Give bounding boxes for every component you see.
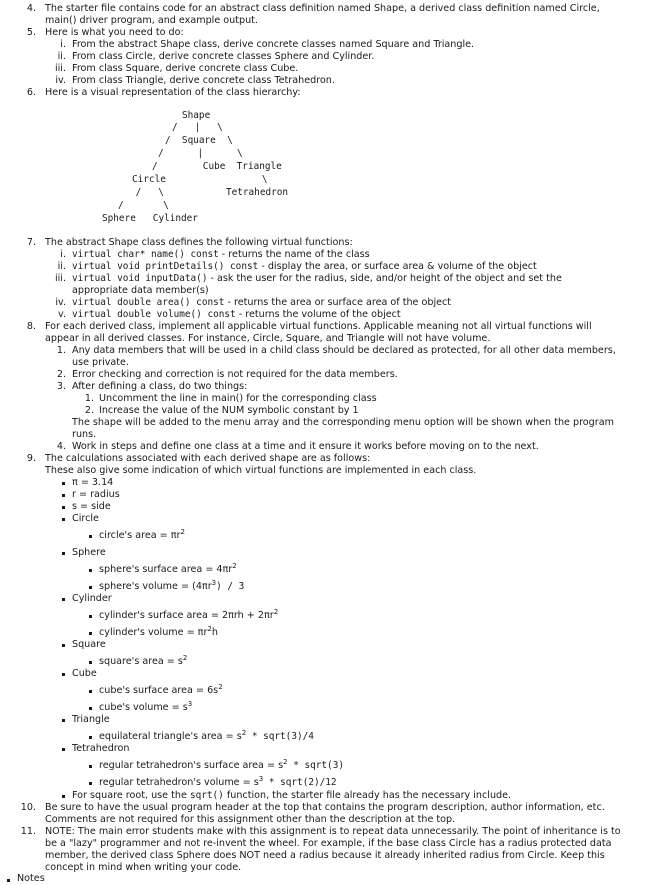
item-11-line-4: concept in mind when writing your code. [45,862,242,873]
item-4-line-2: main() driver program, and example output. [45,15,258,26]
item-9-line-2: These also give some indication of which virtual functions are implemented in each class. [45,465,477,476]
item-9-line-1: The calculations associated with each derived shape are as follows: [45,453,371,464]
item-8-number: 8. [26,321,36,332]
hier-edges-3: / \ [118,200,169,211]
func-description-cont: appropriate data member(s) [72,285,209,296]
item-8-sub-line: Any data members that will be used in a child class should be declared as protected, for all other data members, [72,345,616,356]
item-5-sub-number: iii. [54,63,66,74]
hier-edges-1: / | \ [172,122,223,133]
formula-square-area: square's area = $s^2$ [99,654,188,667]
item-8-sub-number: 4. [56,441,66,452]
bullet [89,661,92,664]
formula-cylinder-volume: cylinder's volume = $\pi r^2h$ [99,625,218,638]
item-8-subsub-number: 2. [84,405,94,416]
item-11-line-1: NOTE: The main error students make with this assignment is to repeat data unnecessarily. The point of inheritance is to [45,826,621,837]
item-8-sub-line: Error checking and correction is not required for the data members. [72,369,398,380]
item-7-number: 7. [26,237,36,248]
item-4-line-1: The starter file contains code for an abstract class definition named Shape, a derived class definition named Circle, [45,3,600,14]
bullet [89,690,92,693]
item-5-sub-text: From class Triangle, derive concrete class Tetrahedron. [72,75,335,86]
func-description: - display the area, or surface area & volume of the object [258,261,537,272]
item-5-sub-text: From class Circle, derive concrete classes Sphere and Cylinder. [72,51,375,62]
func-description: - ask the user for the radius, side, and/or height of the object and set the [207,273,562,284]
definition-s: s = side [72,501,111,512]
item-8-sub-line: Work in steps and define one class at a time and it ensure it works before moving on to the next. [72,441,539,452]
formula-tetra-surface: regular tetrahedron's surface area = $s^2$ * sqrt(3) [99,758,344,771]
item-7-sub-number: ii. [57,261,66,272]
item-10-line-2: Comments are not required for this assignment other than the description at the top. [45,814,456,825]
item-8-sub-number: 1. [56,345,66,356]
formula-sphere-surface: sphere's surface area = $4\pi r^2$ [99,562,237,575]
bullet [89,736,92,739]
item-8-sub-para: runs. [72,429,97,440]
item-8-subsub-text: Increase the value of the NUM symbolic constant by 1 [99,405,359,416]
bullet [89,569,92,572]
item-8-sub-number: 2. [56,369,66,380]
item-7-text: The abstract Shape class defines the following virtual functions: [45,237,353,248]
item-5-sub-text: From the abstract Shape class, derive concrete classes named Square and Triangle. [72,39,475,50]
hier-shape: Shape [182,110,211,121]
item-8-sub-line: use private. [72,357,130,368]
item-8-subsub-number: 1. [84,393,94,404]
item-8-line-1: For each derived class, implement all applicable virtual functions. Applicable meaning not all virtual functions will [45,321,592,332]
item-5-number: 5. [26,27,36,38]
bullet [62,494,65,497]
item-5-sub-number: iv. [55,75,66,86]
hier-leaves-row: Sphere Cylinder [102,213,198,224]
formula-tetra-volume: regular tetrahedron's volume = $s^3$ * sqrt(2)/12 [99,775,337,788]
bullet [62,795,65,798]
item-8-subsub-text: Uncomment the line in main() for the corresponding class [99,393,377,404]
hier-edges-2: / | \ [158,148,243,159]
sqrt-note: For square root, use the sqrt() function, the starter file already has the necessary include. [72,790,512,801]
shape-circle: Circle [72,513,99,524]
bullet [62,719,65,722]
item-8-line-2: appear in all derived classes. For instance, Circle, Square, and Triangle will not have volume. [45,333,491,344]
shape-cylinder: Cylinder [72,593,112,604]
func-description: - returns the name of the class [218,249,370,260]
item-6-text: Here is a visual representation of the class hierarchy: [45,87,301,98]
bullet [62,482,65,485]
bullet [62,598,65,601]
bullet [89,586,92,589]
func-signature: virtual double volume() const [72,309,236,320]
bullet [89,782,92,785]
shape-sphere: Sphere [72,547,106,558]
shape-triangle: Triangle [72,714,110,725]
item-6-number: 6. [26,87,36,98]
definition-r: r = radius [72,489,120,500]
bullet [62,748,65,751]
item-5-text: Here is what you need to do: [45,27,184,38]
bullet [62,673,65,676]
formula-cube-surface: cube's surface area = $6s^2$ [99,683,223,696]
bullet [89,615,92,618]
item-5-sub-text: From class Square, derive concrete class Cube. [72,63,299,74]
item-7-sub-number: i. [60,249,66,260]
formula-triangle-area: equilateral triangle's area = $s^2$ * sqrt(3)/4 [99,729,314,742]
item-10-line-1: Be sure to have the usual program header at the top that contains the program description, author information, etc. [45,802,605,813]
item-8-sub-number: 3. [56,381,66,392]
hier-cube-row: / Cube Triangle [152,161,282,172]
item-11-line-3: member, the derived class Sphere does NOT need a radius because it already inherited radius from Circle. Keep this [45,850,605,861]
hier-tetra-row: / \ Tetrahedron [130,187,289,198]
notes-heading[interactable]: Notes [17,873,45,884]
formula-circle-area: circle's area = $\pi r^2$ [99,528,185,541]
formula-cylinder-surface: cylinder's surface area = $2\pi rh + 2\pi r^2$ [99,608,279,621]
bullet [62,518,65,521]
item-8-sub-line: After defining a class, do two things: [72,381,248,392]
func-signature: virtual void printDetails() const [72,261,259,272]
bullet [62,506,65,509]
shape-cube: Cube [72,668,97,679]
item-5-sub-number: i. [60,39,66,50]
hier-square-row: / Square \ [165,135,233,146]
func-signature: virtual void inputData() [72,273,208,284]
bullet [62,644,65,647]
func-description: - returns the volume of the object [235,309,401,320]
item-11-line-2: be a "lazy" programmer and not re-invent the wheel. For example, if the base class Circle has a radius protected data [45,838,612,849]
item-5-sub-number: ii. [57,51,66,62]
item-7-sub-number: iv. [55,297,66,308]
item-10-number: 10. [20,802,36,813]
item-9-number: 9. [26,453,36,464]
formula-cube-volume: cube's volume = $s^3$ [99,700,193,713]
func-description: - returns the area or surface area of the object [224,297,452,308]
formula-sphere-volume: sphere's volume = $(4\pi r^3) / 3$ [99,579,245,592]
item-7-sub-number: v. [58,309,66,320]
item-7-sub-number: iii. [54,273,66,284]
hier-circle-row: Circle \ [132,174,268,185]
bullet [89,632,92,635]
bullet [89,535,92,538]
func-signature: virtual double area() const [72,297,225,308]
bullet [62,552,65,555]
item-8-sub-para: The shape will be added to the menu array and the corresponding menu option will be shown when the program [72,417,614,428]
shape-tetrahedron: Tetrahedron [72,743,130,754]
bullet [89,707,92,710]
bullet [7,879,10,882]
item-4-number: 4. [26,3,36,14]
item-11-number: 11. [20,826,36,837]
bullet [89,765,92,768]
func-signature: virtual char* name() const [72,249,219,260]
constant-pi: π = 3.14 [72,477,114,488]
shape-square: Square [72,639,106,650]
